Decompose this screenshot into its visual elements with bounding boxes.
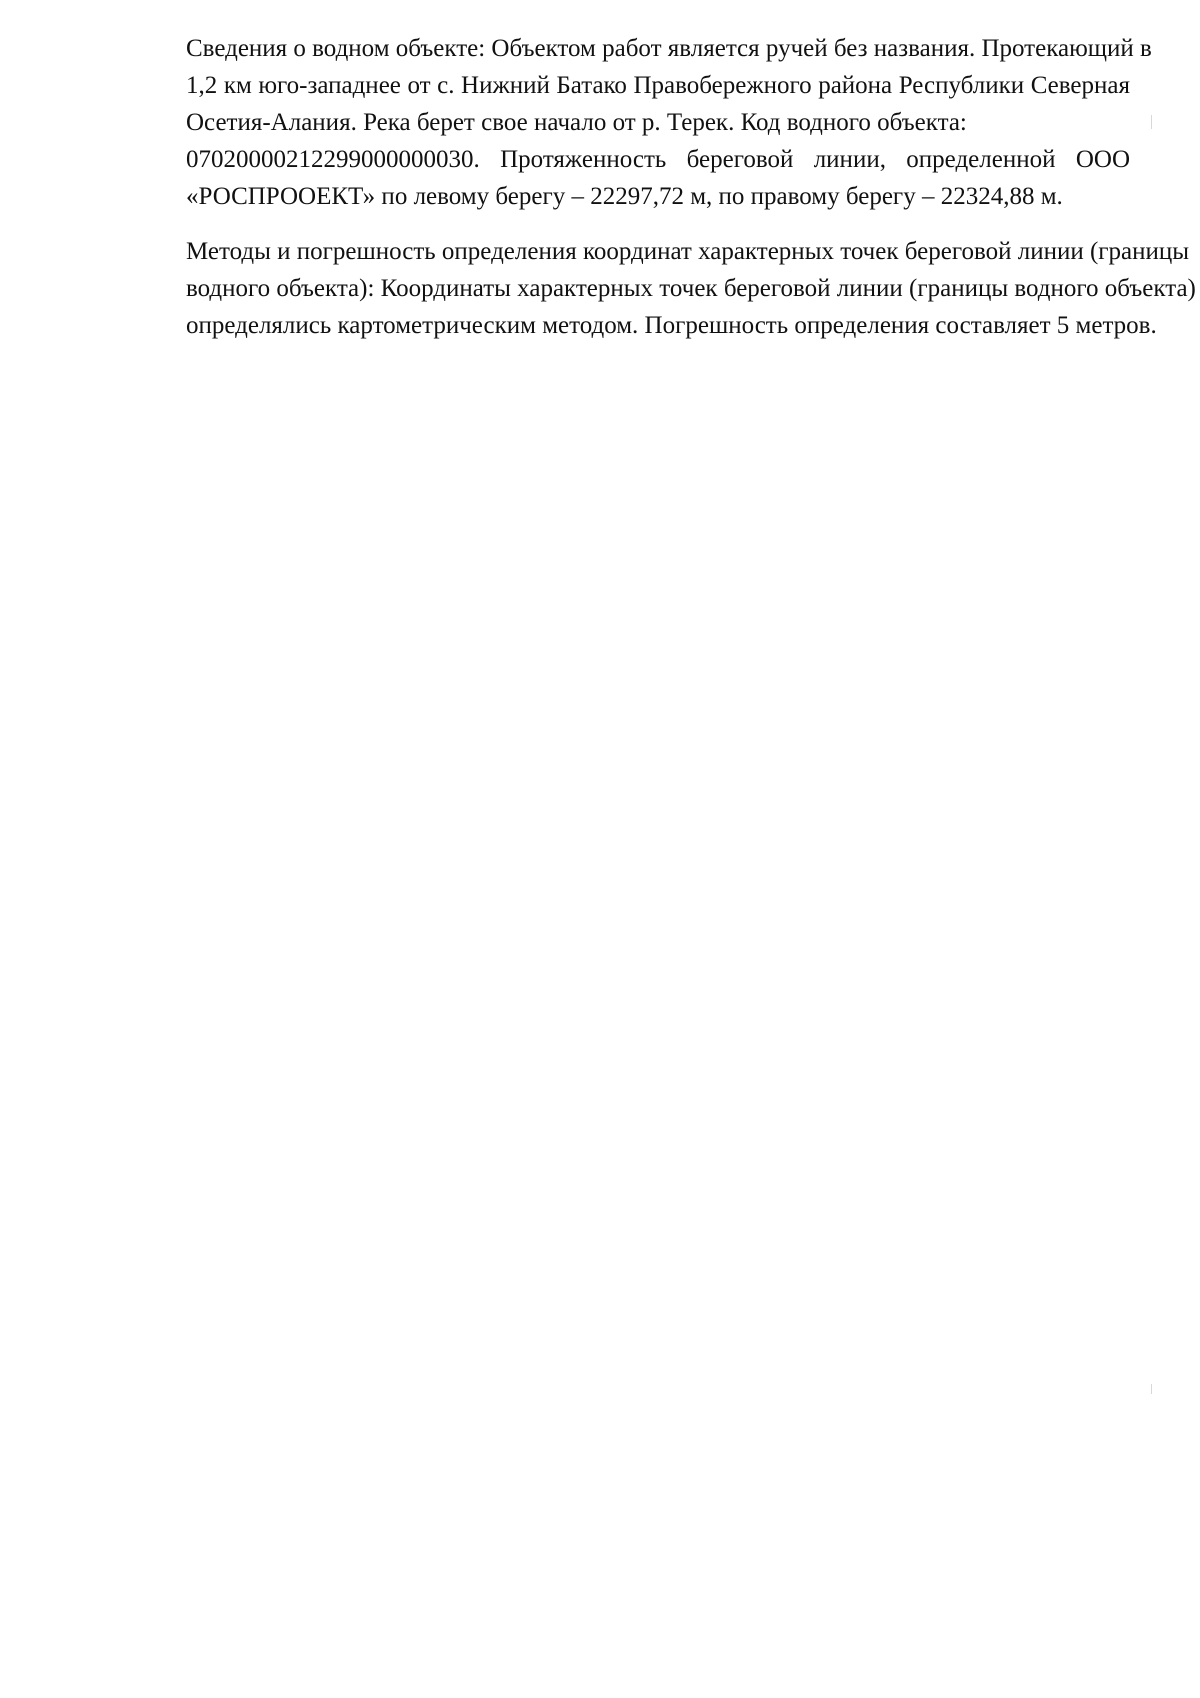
methods-and-accuracy-paragraph — [186, 233, 1196, 344]
paragraph-line: Методы и погрешность определения координат характерных точек береговой линии (границы — [186, 238, 1190, 265]
paragraph-line: Сведения о водном объекте: Объектом работ является ручей без названия. Протекающий в — [186, 35, 1152, 62]
scan-artifact — [1151, 115, 1152, 129]
paragraph-line: «РОСПРООЕКТ» по левому берегу – 22297,72 м, по правому берегу – 22324,88 м. — [186, 183, 1063, 210]
paragraph-line: 1,2 км юго-западнее от с. Нижний Батако Правобережного района Республики Северная — [186, 72, 1130, 99]
paragraph-line: водного объекта): Координаты характерных точек береговой линии (границы водного объекта) — [186, 275, 1196, 302]
water-object-info-paragraph — [186, 30, 1152, 215]
paragraph-line: Осетия-Алания. Река берет свое начало от р. Терек. Код водного объекта: — [186, 109, 967, 136]
scan-artifact — [1151, 1384, 1152, 1394]
paragraph-line: 07020000212299000000030. Протяженность береговой линии, определенной ООО — [186, 146, 1130, 173]
paragraph-line: определялись картометрическим методом. Погрешность определения составляет 5 метров. — [186, 312, 1157, 339]
document-body — [186, 30, 1196, 344]
